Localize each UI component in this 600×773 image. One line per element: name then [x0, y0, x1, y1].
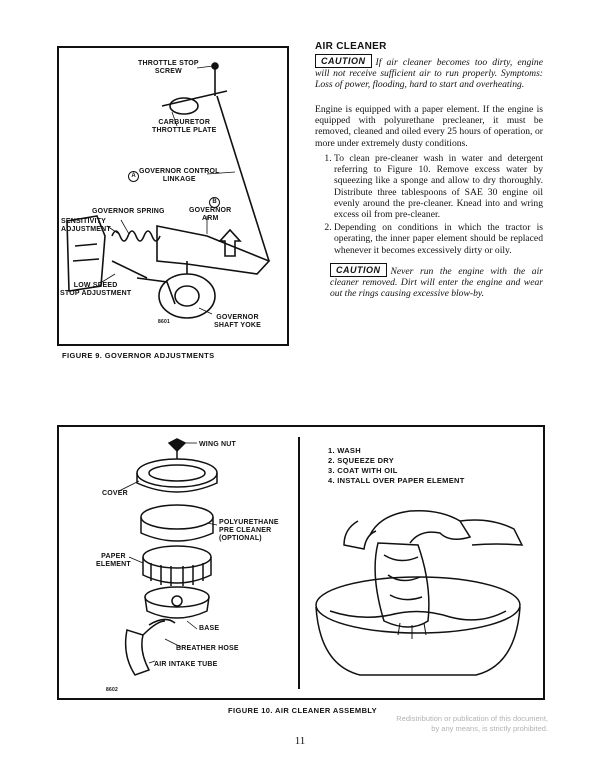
label-air-intake-tube: AIR INTAKE TUBE — [154, 661, 218, 668]
label-breather-hose: BREATHER HOSE — [176, 645, 239, 652]
label-governor-spring: GOVERNOR SPRING — [92, 208, 165, 215]
page-number: 11 — [294, 735, 306, 747]
figure-9-caption: FIGURE 9. GOVERNOR ADJUSTMENTS — [62, 351, 215, 360]
label-governor-shaft-yoke: GOVERNOR SHAFT YOKE — [214, 314, 261, 329]
step-item: 1. To clean pre-cleaner wash in water and detergent referring to Figure 10. Remove excess water by squeezing like a sponge and allow to dry thoroughly. Distribute three tablespoons of SAE 30 engine oil evenly around the pre-cleaner. Knead into and wring excess oil from pre-cleaner. — [334, 153, 543, 220]
marker-a-label: A — [131, 173, 136, 179]
figure-10-code: 8602 — [106, 687, 118, 693]
step-item: 2. Depending on conditions in which the tractor is operating, the inner paper element should be replaced whenever it becomes excessively dirty or oily. — [334, 222, 543, 256]
section-heading: AIR CLEANER — [315, 41, 387, 52]
label-paper-element: PAPER ELEMENT — [96, 553, 131, 568]
caution-text-2: Never run the engine with the air cleaner removed. Dirt will enter the engine and wear out the rings causing excessive blow-by. — [330, 266, 543, 300]
label-polyurethane-pre-cleaner: POLYURETHANE PRE CLEANER (OPTIONAL) — [219, 519, 279, 542]
label-low-speed-stop-adjustment: LOW SPEED STOP ADJUSTMENT — [60, 282, 132, 297]
figure-9-code: 8601 — [158, 319, 170, 325]
governor-assembly-illustration — [57, 46, 289, 346]
caution-paragraph-2 — [330, 263, 543, 300]
label-cover: COVER — [102, 490, 128, 497]
label-carburetor-throttle-plate: CARBURETOR THROTTLE PLATE — [152, 119, 217, 134]
marker-b-label: B — [212, 199, 217, 205]
cleaning-step: 4. INSTALL OVER PAPER ELEMENT — [328, 476, 465, 485]
cleaning-step: 1. WASH — [328, 446, 361, 455]
caution-badge: CAUTION — [315, 54, 372, 68]
caution-paragraph-1 — [315, 54, 543, 91]
label-throttle-stop-screw: THROTTLE STOP SCREW — [138, 60, 199, 75]
caution-badge: CAUTION — [330, 263, 387, 277]
steps-list — [318, 153, 543, 258]
label-wing-nut: WING NUT — [199, 441, 236, 448]
figure-10-caption: FIGURE 10. AIR CLEANER ASSEMBLY — [228, 706, 378, 715]
label-governor-arm: GOVERNOR ARM — [189, 207, 232, 222]
caution-text-1: If air cleaner becomes too dirty, engine will not receive sufficient air to run properly. Symptoms: Loss of power, flooding, hard to start and overheating. — [315, 57, 543, 91]
label-sensitivity-adjustment: SENSITIVITY ADJUSTMENT — [61, 218, 111, 233]
hands-washing-illustration — [300, 425, 545, 700]
air-cleaner-exploded-illustration — [57, 425, 297, 700]
cleaning-step: 2. SQUEEZE DRY — [328, 456, 395, 465]
cleaning-step: 3. COAT WITH OIL — [328, 466, 398, 475]
intro-paragraph: Engine is equipped with a paper element. If the engine is equipped with polyurethane precleaner, it must be removed, cleaned and oiled every 25 hours of operation, or more under extremely dusty conditions. — [315, 104, 543, 149]
watermark-notice: Redistribution or publication of this document, by any means, is strictly prohibited. — [396, 714, 548, 733]
label-governor-control-linkage: GOVERNOR CONTROL LINKAGE — [139, 168, 220, 183]
marker-a-badge — [128, 171, 139, 182]
label-base: BASE — [199, 625, 220, 632]
